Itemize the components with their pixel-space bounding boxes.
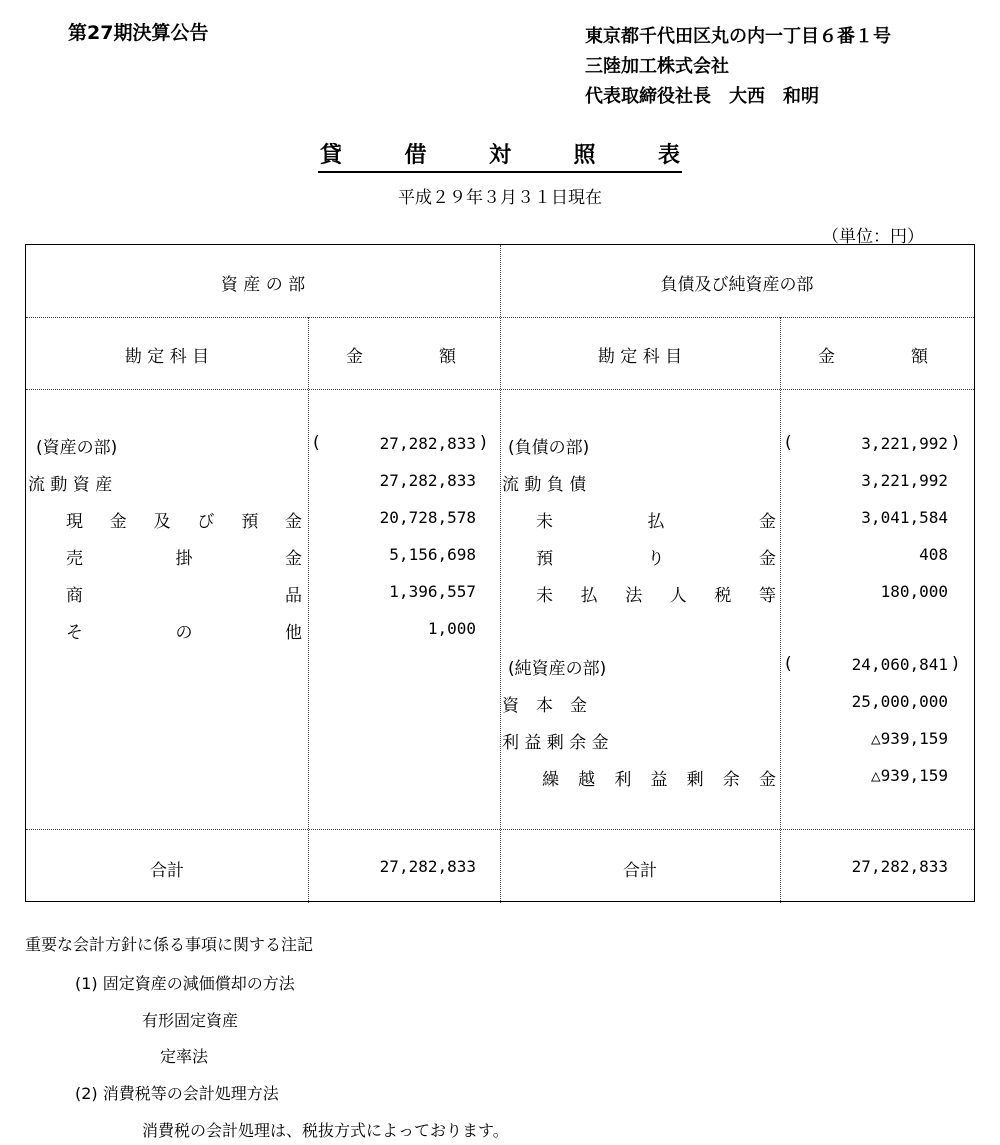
note-item-1-sub: 有形固定資産 bbox=[142, 1011, 239, 1030]
paren-close: ) bbox=[952, 654, 959, 674]
liability-item-label: 預 り 金 bbox=[536, 549, 776, 569]
liabilities-section-header: 負債及び純資産の部 bbox=[660, 275, 814, 295]
note-item-1: (1) 固定資産の減価償却の方法 bbox=[75, 974, 295, 993]
paren-open: ( bbox=[313, 433, 320, 453]
asset-item-value: 5,156,698 bbox=[389, 545, 476, 564]
announcement-heading: 第27期決算公告 bbox=[68, 22, 209, 44]
company-representative: 代表取締役社長 大西 和明 bbox=[585, 86, 819, 107]
notes-title: 重要な会計方針に係る事項に関する注記 bbox=[25, 935, 314, 954]
note-item-1-sub2: 定率法 bbox=[160, 1047, 209, 1066]
carried-forward-label: 繰 越 利 益 剰 余 金 bbox=[542, 770, 776, 790]
assets-total-value: 27,282,833 bbox=[379, 857, 476, 876]
company-name: 三陸加工株式会社 bbox=[585, 56, 729, 77]
column-divider bbox=[308, 317, 309, 903]
liabilities-section-total: 3,221,992 bbox=[861, 434, 948, 453]
column-divider bbox=[780, 317, 781, 903]
asset-item-label: 商 品 bbox=[66, 586, 302, 606]
paren-close: ) bbox=[952, 433, 959, 453]
asset-item-value: 20,728,578 bbox=[379, 508, 476, 527]
paren-open: ( bbox=[785, 433, 792, 453]
liabilities-amount-column-header: 金 額 bbox=[818, 347, 928, 367]
company-address: 東京都千代田区丸の内一丁目６番１号 bbox=[585, 26, 891, 47]
assets-total-label: 合計 bbox=[150, 861, 184, 881]
carried-forward-value: △939,159 bbox=[870, 766, 948, 785]
liabilities-account-column-header: 勘 定 科 目 bbox=[597, 347, 683, 367]
capital-label: 資 本 金 bbox=[502, 696, 587, 716]
asset-item-label: そ の 他 bbox=[66, 623, 302, 643]
liability-item-label: 未 払 法 人 税 等 bbox=[536, 586, 776, 606]
retained-earnings-value: △939,159 bbox=[870, 729, 948, 748]
liability-item-label: 未 払 金 bbox=[536, 512, 776, 532]
as-of-date: 平成２９年３月３１日現在 bbox=[398, 188, 602, 208]
liability-item-value: 408 bbox=[919, 545, 948, 564]
liabilities-total-label: 合計 bbox=[623, 861, 657, 881]
asset-item-label: 現 金 及 び 預 金 bbox=[66, 512, 302, 532]
note-item-2-sub: 消費税の会計処理は、税抜方式によっております。 bbox=[142, 1121, 509, 1140]
current-liabilities-label: 流 動 負 債 bbox=[502, 475, 587, 495]
asset-item-value: 1,396,557 bbox=[389, 582, 476, 601]
liabilities-section-label: (負債の部) bbox=[508, 438, 590, 458]
unit-label: （単位：円） bbox=[822, 227, 924, 247]
document-title: 貸 借 対 照 表 bbox=[0, 138, 1000, 173]
assets-account-column-header: 勘 定 科 目 bbox=[124, 347, 210, 367]
net-assets-section-total: 24,060,841 bbox=[851, 655, 948, 674]
liability-item-value: 180,000 bbox=[880, 582, 948, 601]
assets-section-total: 27,282,833 bbox=[379, 434, 476, 453]
balance-sheet-table bbox=[25, 244, 975, 902]
asset-item-value: 1,000 bbox=[427, 619, 476, 638]
net-assets-section-label: (純資産の部) bbox=[508, 659, 607, 679]
liability-item-value: 3,041,584 bbox=[861, 508, 948, 527]
paren-close: ) bbox=[480, 433, 487, 453]
assets-section-label: (資産の部) bbox=[36, 438, 118, 458]
asset-item-label: 売 掛 金 bbox=[66, 549, 302, 569]
retained-earnings-label: 利 益 剰 余 金 bbox=[502, 733, 609, 753]
assets-section-header: 資 産 の 部 bbox=[220, 275, 306, 295]
capital-value: 25,000,000 bbox=[851, 692, 948, 711]
assets-amount-column-header: 金 額 bbox=[346, 347, 456, 367]
current-assets-label: 流 動 資 産 bbox=[28, 475, 113, 495]
current-liabilities-total: 3,221,992 bbox=[861, 471, 948, 490]
paren-open: ( bbox=[785, 654, 792, 674]
current-assets-total: 27,282,833 bbox=[379, 471, 476, 490]
liabilities-total-value: 27,282,833 bbox=[851, 857, 948, 876]
note-item-2: (2) 消費税等の会計処理方法 bbox=[75, 1084, 279, 1103]
